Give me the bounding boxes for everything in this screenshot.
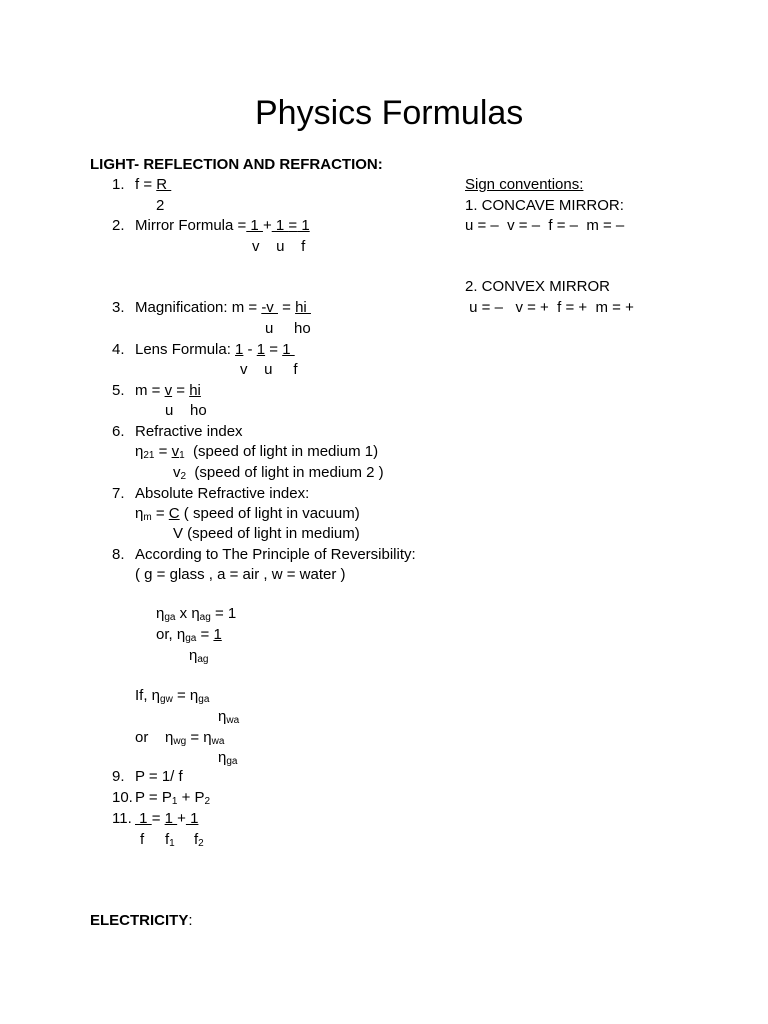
item-2-denominators: v u f xyxy=(252,238,306,255)
item-10-number: 10. xyxy=(112,789,133,806)
item-9-number: 9. xyxy=(112,768,125,785)
item-5-denominators: u ho xyxy=(165,402,207,419)
item-7-denominator: V (speed of light in medium) xyxy=(173,525,360,542)
item-6-denominator: $v_2$ (speed of light in medium 2 ) xyxy=(173,464,384,482)
item-3-denominator-ho: ho xyxy=(294,320,311,337)
reversibility-line-2-denominator: $\eta_{ag}$ xyxy=(189,647,209,665)
item-2-number: 2. xyxy=(112,217,125,234)
item-4-denominators: v u f xyxy=(240,361,298,378)
item-7-label: Absolute Refractive index: xyxy=(135,485,310,502)
item-1-denominator: 2 xyxy=(156,197,165,214)
item-11-number: 11. xyxy=(112,810,132,827)
item-4-formula: Lens Formula: 1 - 1 = 1 xyxy=(135,341,295,358)
item-11-denominator-f: f xyxy=(140,831,145,848)
reversibility-line-2: or, $\eta_{ga} = 1$ xyxy=(156,626,222,644)
electricity-heading: ELECTRICITY: xyxy=(90,912,193,929)
item-8-label: According to The Principle of Reversibility: xyxy=(135,546,416,563)
sign-conventions-heading: Sign conventions: xyxy=(465,176,584,193)
item-5-number: 5. xyxy=(112,382,125,399)
concave-mirror-values: u = – v = – f = – m = – xyxy=(465,217,625,234)
convex-mirror-title: 2. CONVEX MIRROR xyxy=(465,278,611,295)
concave-mirror-title: 1. CONCAVE MIRROR: xyxy=(465,197,624,214)
item-1-formula: f = R xyxy=(135,176,172,193)
convex-mirror-values: u = – v = + f = + m = + xyxy=(465,299,634,316)
item-7-formula: $\eta_m = C$ ( speed of light in vacuum) xyxy=(135,505,360,523)
item-11-denominator-f2: $f_2$ xyxy=(194,831,204,849)
item-7-number: 7. xyxy=(112,485,125,502)
item-8-number: 8. xyxy=(112,546,125,563)
reversibility-line-1: $\eta_{ga}$ x $\eta_{ag} = 1$ xyxy=(156,605,237,623)
item-9-formula: P = 1/ f xyxy=(135,768,183,785)
item-3-formula: Magnification: m = -v = hi xyxy=(135,299,311,316)
reversibility-if-denominator: $\eta_{wa}$ xyxy=(218,708,240,726)
item-6-label: Refractive index xyxy=(135,423,243,440)
reversibility-or-line: or $\eta_{wg} = \eta_{wa}$ xyxy=(135,729,225,747)
reversibility-or-denominator: $\eta_{ga}$ xyxy=(218,749,238,767)
item-11-formula: 1 = 1 + 1 xyxy=(135,810,199,827)
item-3-number: 3. xyxy=(112,299,125,316)
item-3-denominator-u: u xyxy=(265,320,274,337)
item-10-formula: $P = P_1 + P_2$ xyxy=(135,789,211,807)
reversibility-if-line: If, $\eta_{gw} = \eta_{ga}$ xyxy=(135,687,210,705)
item-8-legend: ( g = glass , a = air , w = water ) xyxy=(135,566,346,583)
item-1-number: 1. xyxy=(112,176,125,193)
item-5-formula: m = v = hi xyxy=(135,382,201,399)
page-title: Physics Formulas xyxy=(255,94,524,132)
item-6-number: 6. xyxy=(112,423,125,440)
item-11-denominator-f1: $f_1$ xyxy=(165,831,175,849)
item-6-formula: $\eta_{21} = v_1$ (speed of light in medium 1) xyxy=(135,443,379,461)
item-2-formula: Mirror Formula = 1 + 1 = 1 xyxy=(135,217,310,234)
item-4-number: 4. xyxy=(112,341,125,358)
light-heading: LIGHT- REFLECTION AND REFRACTION: xyxy=(90,156,383,173)
